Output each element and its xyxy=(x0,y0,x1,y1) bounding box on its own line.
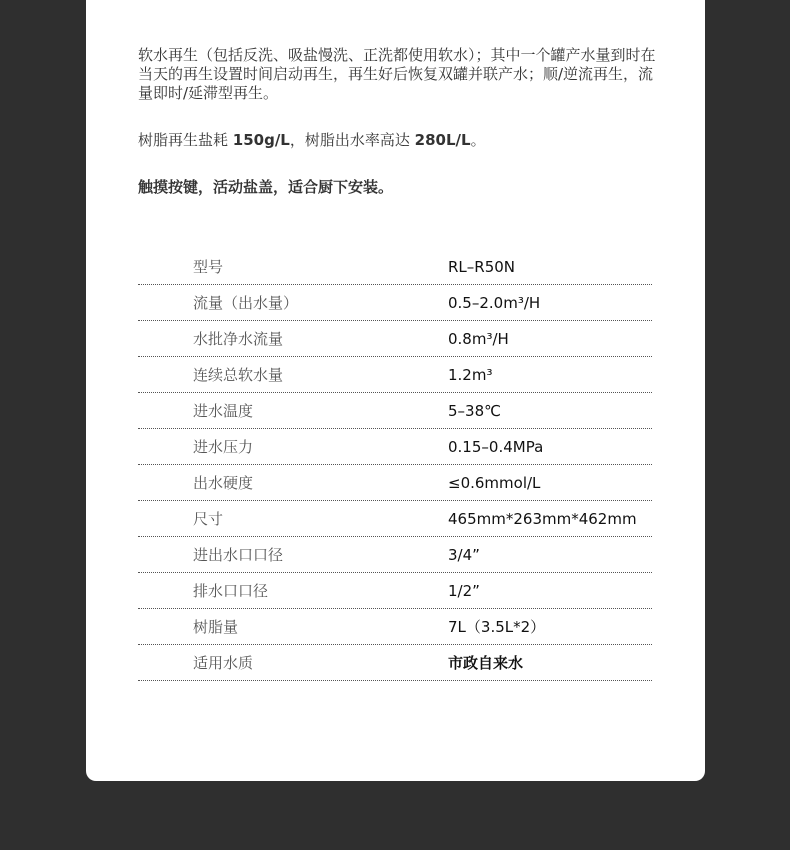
spec-label: 水批净水流量 xyxy=(193,330,284,348)
spec-value: ≤0.6mmol/L xyxy=(448,474,541,492)
spec-value: 0.15–0.4MPa xyxy=(448,438,544,456)
salt-text-2: ，树脂出水率高达 xyxy=(289,131,415,149)
spec-label: 进水温度 xyxy=(193,402,254,420)
spec-label: 型号 xyxy=(193,258,224,276)
spec-row-outlet-hardness xyxy=(138,465,652,501)
spec-row-model xyxy=(138,249,652,285)
spec-label: 进水压力 xyxy=(193,438,254,456)
spec-value: 3/4” xyxy=(448,546,480,564)
spec-row-resin-volume xyxy=(138,609,652,645)
spec-value: 0.8m³/H xyxy=(448,330,509,348)
spec-row-inlet-pressure xyxy=(138,429,652,465)
spec-value: 1.2m³ xyxy=(448,366,493,384)
salt-text-1: 树脂再生盐耗 xyxy=(138,131,233,149)
spec-label: 进出水口口径 xyxy=(193,546,284,564)
spec-label: 连续总软水量 xyxy=(193,366,284,384)
spec-value: 市政自来水 xyxy=(448,654,524,672)
spec-value: 465mm*263mm*462mm xyxy=(448,510,637,528)
spec-row-purified-flow xyxy=(138,321,652,357)
spec-value: 1/2” xyxy=(448,582,480,600)
water-yield-value: 280L/L xyxy=(414,131,471,149)
spec-row-inlet-temperature xyxy=(138,393,652,429)
spec-table xyxy=(138,249,652,681)
spec-label: 适用水质 xyxy=(193,654,254,672)
spec-label: 尺寸 xyxy=(193,510,224,528)
spec-label: 树脂量 xyxy=(193,618,239,636)
spec-row-dimensions xyxy=(138,501,652,537)
feature-description: 触摸按键，活动盐盖，适合厨下安装。 xyxy=(138,178,394,196)
spec-row-drain-diameter xyxy=(138,573,652,609)
spec-row-water-quality xyxy=(138,645,652,681)
salt-text-3: 。 xyxy=(470,131,486,149)
spec-row-flow xyxy=(138,285,652,321)
spec-label: 排水口口径 xyxy=(193,582,269,600)
spec-value: 5–38℃ xyxy=(448,402,501,420)
salt-consumption-description xyxy=(138,131,656,150)
spec-label: 出水硬度 xyxy=(193,474,254,492)
spec-row-inlet-outlet-diameter xyxy=(138,537,652,573)
spec-value: 7L（3.5L*2） xyxy=(448,618,546,636)
spec-value: RL–R50N xyxy=(448,258,516,276)
spec-row-total-softened xyxy=(138,357,652,393)
product-spec-card xyxy=(86,0,705,781)
spec-label: 流量（出水量） xyxy=(193,294,299,312)
regeneration-description: 软水再生（包括反洗、吸盐慢洗、正洗都使用软水）；其中一个罐产水量到时在当天的再生设置时间启动再生，再生好后恢复双罐并联产水；顺/逆流再生，流量即时/延滞型再生。 xyxy=(138,46,656,102)
salt-value: 150g/L xyxy=(232,131,290,149)
spec-value: 0.5–2.0m³/H xyxy=(448,294,541,312)
